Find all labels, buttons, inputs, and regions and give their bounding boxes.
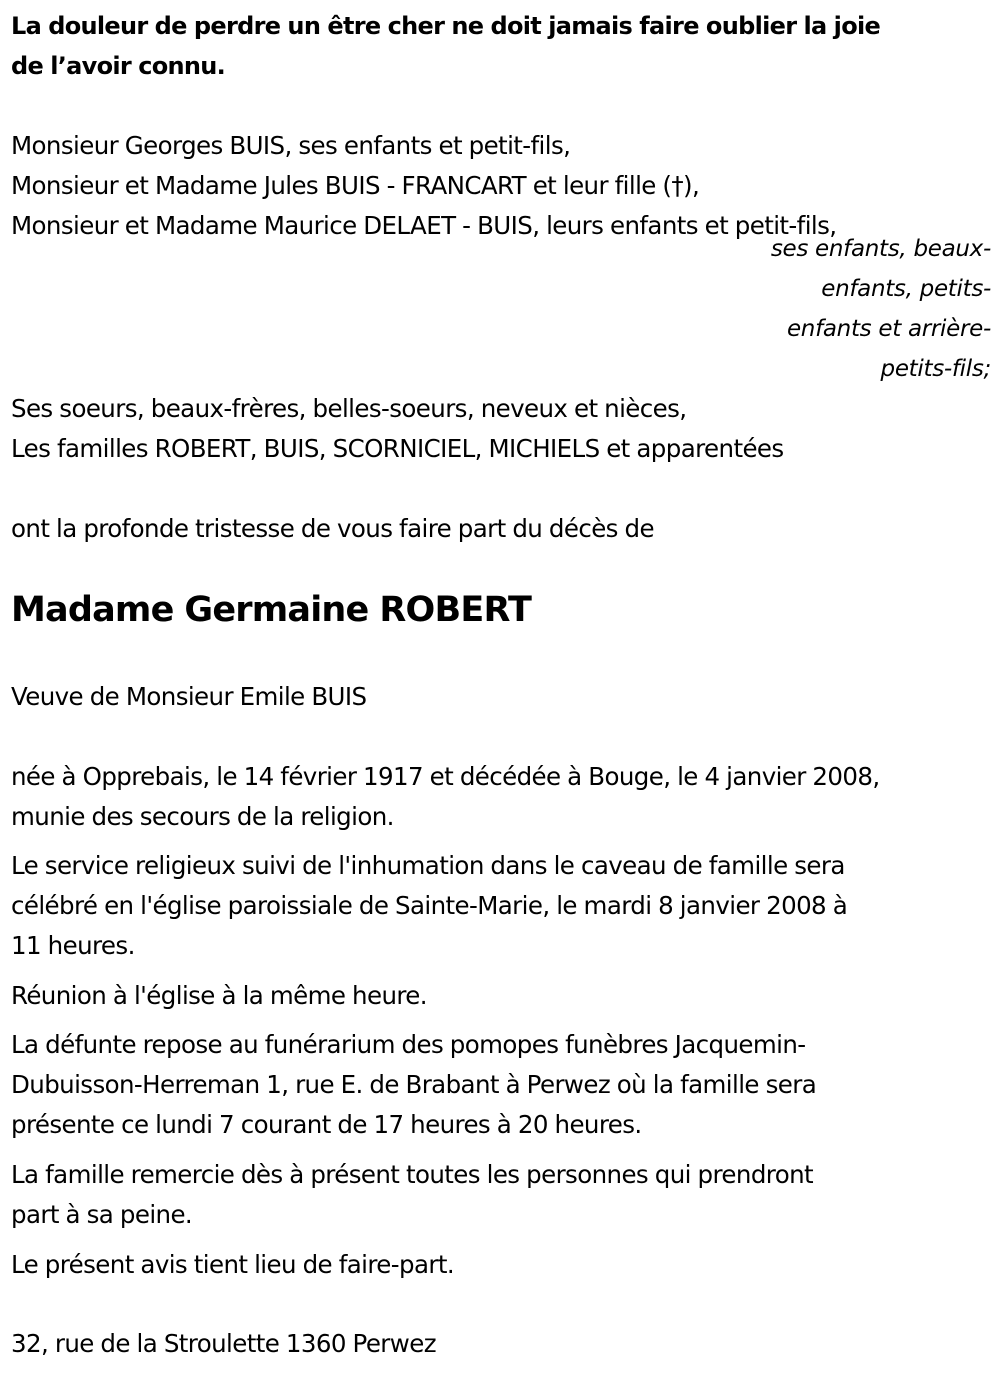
quote-line-1: La douleur de perdre un être cher ne doit jamais faire oublier la joie [11,12,881,40]
repose-line-2: Dubuisson-Herreman 1, rue E. de Brabant à Perwez où la famille sera [11,1070,817,1099]
quote-line-2: de l’avoir connu. [11,52,226,80]
family-italic-note [691,229,991,389]
deceased-name: Madame Germaine ROBERT [11,590,532,630]
family-address: 32, rue de la Stroulette 1360 Perwez [11,1329,436,1358]
family-line-5: Les familles ROBERT, BUIS, SCORNICIEL, MICHIELS et apparentées [11,434,784,463]
repose-line-1: La défunte repose au funérarium des pomopes funèbres Jacquemin- [11,1030,806,1059]
service-line-2: célébré en l'église paroissiale de Sainte-Marie, le mardi 8 janvier 2008 à [11,891,848,920]
service-line-3: 11 heures. [11,931,135,960]
thanks-line-1: La famille remercie dès à présent toutes les personnes qui prendront [11,1160,814,1189]
service-line-1: Le service religieux suivi de l'inhumation dans le caveau de famille sera [11,851,845,880]
birth-death-line-1: née à Opprebais, le 14 février 1917 et décédée à Bouge, le 4 janvier 2008, [11,762,880,791]
widow-of-text: Veuve de Monsieur Emile BUIS [11,682,367,711]
notice-text: Le présent avis tient lieu de faire-part. [11,1250,455,1279]
italic-line-1: ses enfants, beaux- [770,236,991,262]
italic-line-2: enfants, petits- [821,276,991,302]
birth-death-line-2: munie des secours de la religion. [11,802,394,831]
family-line-2: Monsieur et Madame Jules BUIS - FRANCART et leur fille (†), [11,171,700,200]
italic-line-4: petits-fils; [880,356,991,382]
italic-line-3: enfants et arrière- [786,316,991,342]
repose-line-3: présente ce lundi 7 courant de 17 heures à 20 heures. [11,1110,642,1139]
meeting-text: Réunion à l'église à la même heure. [11,981,427,1010]
announcement-text: ont la profonde tristesse de vous faire part du décès de [11,514,654,543]
family-line-3: Monsieur et Madame Maurice DELAET - BUIS, leurs enfants et petit-fils, [11,211,837,240]
family-line-4: Ses soeurs, beaux-frères, belles-soeurs, neveux et nièces, [11,394,687,423]
family-line-1: Monsieur Georges BUIS, ses enfants et petit-fils, [11,131,571,160]
thanks-line-2: part à sa peine. [11,1200,193,1229]
